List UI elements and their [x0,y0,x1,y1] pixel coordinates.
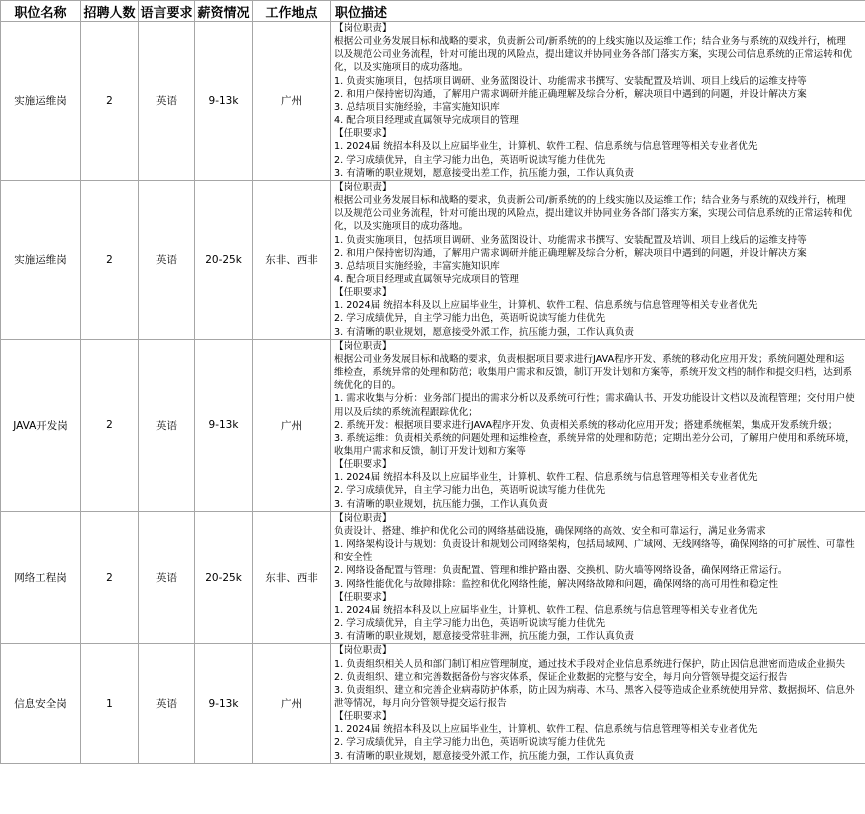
description-line: 1. 2024届 统招本科及以上应届毕业生，计算机、软件工程、信息系统与信息管理等相关专业者优先 [334,300,758,312]
description-line: 【岗位职责】 [334,340,392,352]
salary-cell: 20-25k [195,180,253,339]
description-cell [331,511,865,644]
description-line: 【岗位职责】 [334,645,392,657]
table-row [1,180,865,339]
description-cell [331,644,865,763]
language-cell: 英语 [139,22,195,181]
job-table-body [1,22,865,764]
headcount-cell: 2 [81,22,139,181]
description-line: 3. 有清晰的职业规划，愿意接受常驻非洲，抗压能力强，工作认真负责 [334,631,635,643]
col-header-salary: 薪资情况 [195,1,253,22]
description-line: 负责设计、搭建、维护和优化公司的网络基础设施，确保网络的高效、安全和可靠运行，满足业务需求 [334,525,766,537]
headcount-cell: 2 [81,339,139,511]
header-row [1,1,865,22]
description-line: 2. 学习成绩优异，自主学习能力出色，英语听说读写能力佳优先 [334,737,606,749]
description-line: 1. 负责实施项目，包括项目调研、业务蓝图设计、功能需求书撰写、安装配置及培训、项目上线后的运维支持等 [334,75,807,87]
description-line: 以及规范公司业务流程，针对可能出现的风险点，提出建议并协同业务各部门落实方案，实现公司信息系统的正常运转和优 [334,49,853,61]
description-line: 3. 有清晰的职业规划，愿意接受外派工作，抗压能力强，工作认真负责 [334,750,635,762]
description-line: 【任职要求】 [334,711,392,723]
col-header-location: 工作地点 [253,1,331,22]
description-line: 2. 学习成绩优异，自主学习能力出色，英语听说读写能力佳优先 [334,485,606,497]
description-line: 1. 2024届 统招本科及以上应届毕业生，计算机、软件工程、信息系统与信息管理等相关专业者优先 [334,472,758,484]
job-title-cell: JAVA开发岗 [1,339,81,511]
table-row [1,644,865,763]
description-line: 【任职要求】 [334,128,392,140]
description-line: 2. 网络设备配置与管理：负责配置、管理和维护路由器、交换机、防火墙等网络设备，确保网络正常运行。 [334,565,788,577]
description-line: 1. 负责实施项目，包括项目调研、业务蓝图设计、功能需求书撰写、安装配置及培训、项目上线后的运维支持等 [334,234,807,246]
description-line: 1. 网络架构设计与规划：负责设计和规划公司网络架构，包括局域网、广域网、无线网络等，确保网络的可扩展性、可靠性 [334,539,855,551]
description-cell [331,339,865,511]
language-cell: 英语 [139,511,195,644]
table-row [1,339,865,511]
col-header-language: 语言要求 [139,1,195,22]
description-line: 和安全性 [334,552,373,564]
description-line: 1. 2024届 统招本科及以上应届毕业生，计算机、软件工程、信息系统与信息管理等相关专业者优先 [334,141,758,153]
job-title-cell: 网络工程岗 [1,511,81,644]
description-line: 【岗位职责】 [334,512,392,524]
job-title-cell: 信息安全岗 [1,644,81,763]
description-line: 收集用户需求和反馈，制订开发计划和方案等 [334,446,526,457]
description-line: 3. 总结项目实施经验，丰富实施知识库 [334,260,500,272]
description-line: 1. 需求收集与分析：业务部门提出的需求分析以及系统可行性；需求确认书、开发功能设计文档以及流程管理；交付用户使 [334,393,855,405]
description-line: 统优化的目的。 [334,380,402,392]
description-line: 根据公司业务发展目标和战略的要求，负责根据项目要求进行JAVA程序开发、系统的移动化应用开发；系统问题处理和运 [334,353,845,365]
description-cell [331,22,865,181]
description-line: 化，以及实施项目的成功落地。 [334,221,469,233]
description-line: 2. 和用户保持密切沟通，了解用户需求调研并能正确理解及综合分析，解决项目中遇到的问题，并设计解决方案 [334,247,807,259]
description-line: 【岗位职责】 [334,23,392,34]
salary-cell: 9-13k [195,644,253,763]
description-line: 【岗位职责】 [334,181,392,193]
table-row [1,511,865,644]
description-line: 根据公司业务发展目标和战略的要求，负责新公司/新系统的的上线实施以及运维工作；结合业务与系统的双线并行，梳理 [334,195,846,207]
description-line: 用以及后续的系统流程跟踪优化； [334,406,478,418]
description-line: 2. 学习成绩优异，自主学习能力出色，英语听说读写能力佳优先 [334,618,606,630]
language-cell: 英语 [139,339,195,511]
description-line: 以及规范公司业务流程，针对可能出现的风险点，提出建议并协同业务各部门落实方案，实现公司信息系统的正常运转和优 [334,208,853,220]
description-line: 3. 有清晰的职业规划，抗压能力强，工作认真负责 [334,498,548,510]
description-line: 泄等情况，每月向分管领导提交运行报告 [334,697,507,709]
description-line: 3. 网络性能优化与故障排除：监控和优化网络性能，解决网络故障和问题，确保网络的高可用性和稳定性 [334,578,778,590]
description-line: 3. 有清晰的职业规划，愿意接受外派工作，抗压能力强，工作认真负责 [334,326,635,338]
description-line: 2. 系统开发：根据项目要求进行JAVA程序开发、负责相关系统的移动化应用开发；搭建系统框架，集成开发系统升级； [334,419,838,431]
col-header-title: 职位名称 [1,1,81,22]
language-cell: 英语 [139,180,195,339]
col-header-description: 职位描述 [331,1,865,22]
salary-cell: 9-13k [195,339,253,511]
headcount-cell: 2 [81,180,139,339]
job-title-cell: 实施运维岗 [1,180,81,339]
location-cell: 广州 [253,644,331,763]
description-line: 根据公司业务发展目标和战略的要求，负责新公司/新系统的的上线实施以及运维工作；结合业务与系统的双线并行，梳理 [334,36,846,48]
location-cell: 东非、西非 [253,511,331,644]
description-line: 维检查，系统异常的处理和防范；收集用户需求和反馈，制订开发计划和方案等，系统开发文档的制作和提交归档，达到系 [334,367,853,379]
description-cell [331,180,865,339]
language-cell: 英语 [139,644,195,763]
description-line: 化，以及实施项目的成功落地。 [334,62,469,74]
description-line: 3. 总结项目实施经验，丰富实施知识库 [334,101,500,113]
location-cell: 广州 [253,22,331,181]
description-line: 2. 和用户保持密切沟通，了解用户需求调研并能正确理解及综合分析，解决项目中遇到的问题，并设计解决方案 [334,88,807,100]
location-cell: 东非、西非 [253,180,331,339]
description-line: 【任职要求】 [334,287,392,299]
salary-cell: 9-13k [195,22,253,181]
description-line: 3. 有清晰的职业规划，愿意接受出差工作，抗压能力强，工作认真负责 [334,167,635,179]
headcount-cell: 1 [81,644,139,763]
headcount-cell: 2 [81,511,139,644]
description-line: 【任职要求】 [334,459,392,471]
description-line: 1. 2024届 统招本科及以上应届毕业生，计算机、软件工程、信息系统与信息管理等相关专业者优先 [334,724,758,736]
col-header-count: 招聘人数 [81,1,139,22]
job-title-cell: 实施运维岗 [1,22,81,181]
location-cell: 广州 [253,339,331,511]
description-line: 2. 学习成绩优异，自主学习能力出色，英语听说读写能力佳优先 [334,154,606,166]
description-line: 4. 配合项目经理或直属领导完成项目的管理 [334,115,519,127]
table-row [1,22,865,181]
description-line: 3. 负责组织、建立和完善企业病毒防护体系，防止因为病毒、木马、黑客入侵等造成企业系统使用异常、数据损坏、信息外 [334,684,855,696]
description-line: 4. 配合项目经理或直属领导完成项目的管理 [334,273,519,285]
description-line: 2. 负责组织、建立和完善数据备份与容灾体系，保证企业数据的完整与安全，每月向分管领导提交运行报告 [334,671,788,683]
salary-cell: 20-25k [195,511,253,644]
description-line: 3. 系统运维：负责相关系统的问题处理和运维检查，系统异常的处理和防范；定期出差分公司，了解用户使用和系统环境， [334,432,855,444]
description-line: 2. 学习成绩优异，自主学习能力出色，英语听说读写能力佳优先 [334,313,606,325]
description-line: 1. 负责组织相关人员和部门制订相应管理制度，通过技术手段对企业信息系统进行保护，防止因信息泄密而造成企业损失 [334,658,846,670]
description-line: 1. 2024届 统招本科及以上应届毕业生，计算机、软件工程、信息系统与信息管理等相关专业者优先 [334,604,758,616]
description-line: 【任职要求】 [334,591,392,603]
